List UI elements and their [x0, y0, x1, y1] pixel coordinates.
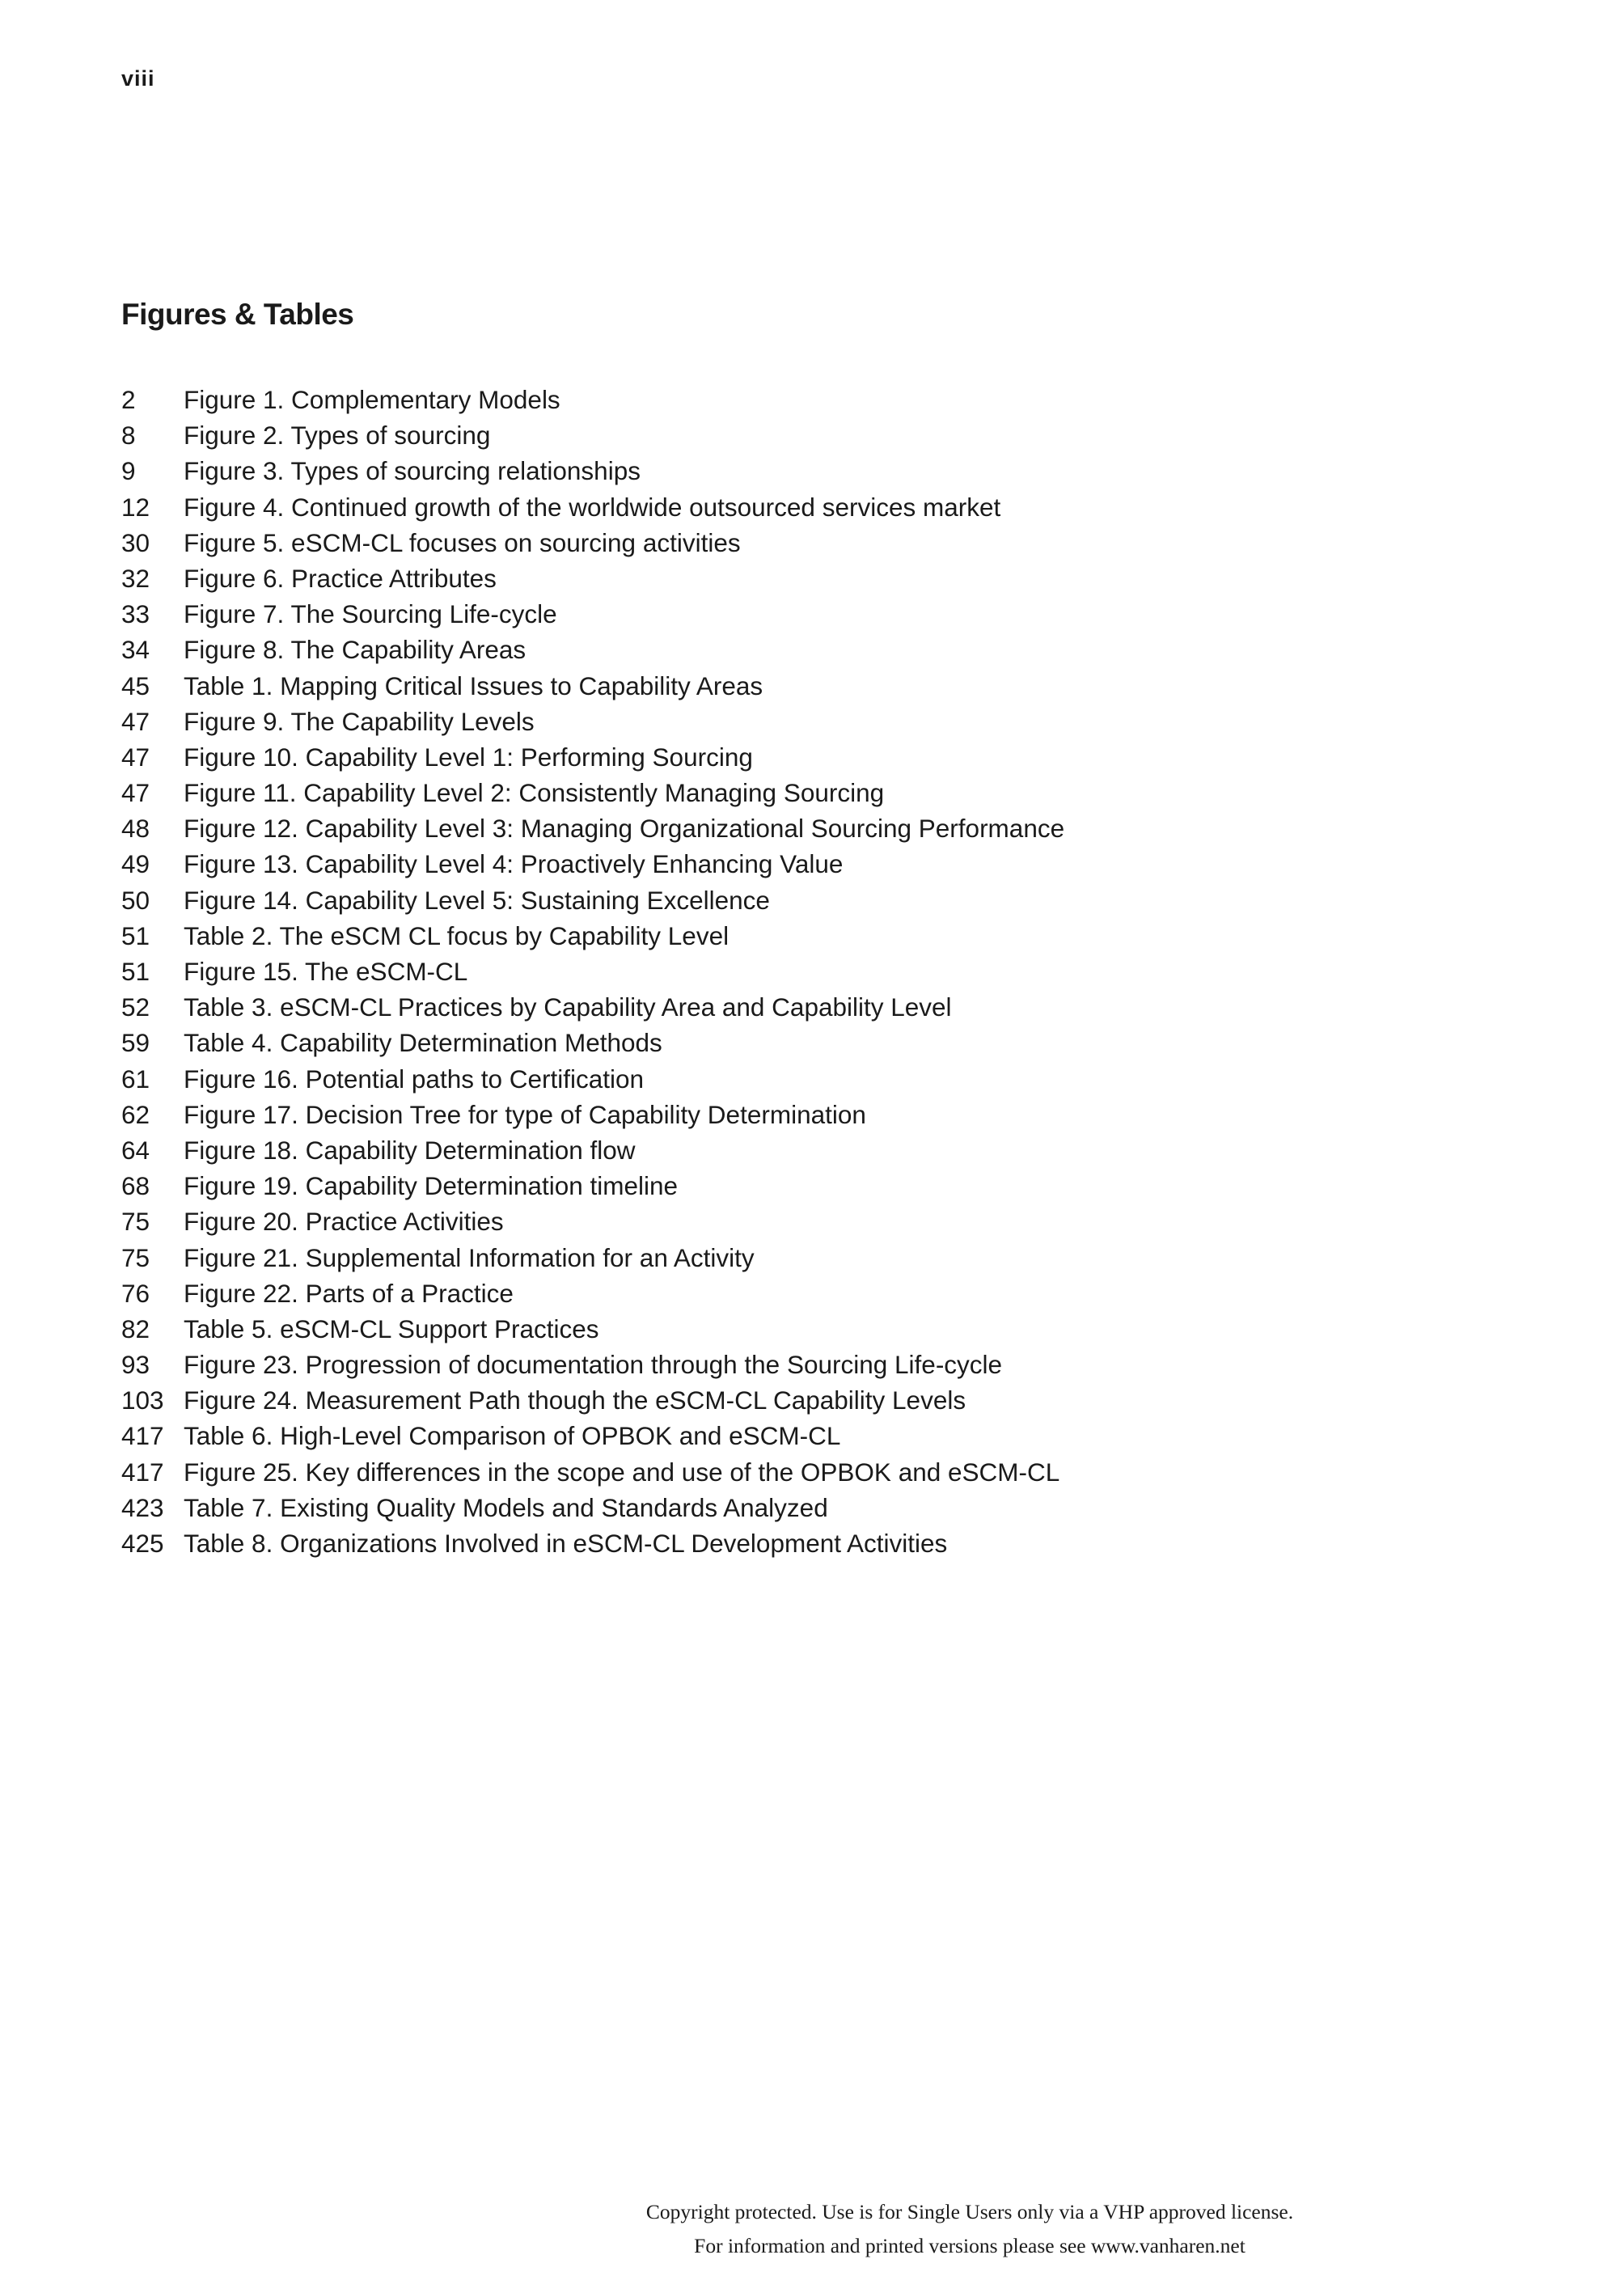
- toc-entry-page: 425: [121, 1529, 164, 1558]
- toc-entry-page: 75: [121, 1207, 150, 1237]
- toc-entry[interactable]: [121, 1240, 1496, 1276]
- footer-copyright: Copyright protected. Use is for Single Users only via a VHP approved license.: [645, 2200, 1294, 2223]
- toc-entry[interactable]: [121, 1418, 1496, 1453]
- toc-entry-label: Figure 19. Capability Determination timeline: [184, 1171, 679, 1201]
- toc-entry[interactable]: [121, 382, 1496, 417]
- toc-entry[interactable]: [121, 1276, 1496, 1311]
- toc-entry[interactable]: [121, 632, 1496, 667]
- toc-entry[interactable]: [121, 1382, 1496, 1418]
- toc-entry[interactable]: [121, 1490, 1496, 1525]
- toc-entry-page: 59: [121, 1028, 150, 1058]
- toc-entry-page: 68: [121, 1171, 150, 1201]
- toc-entry-label: Figure 6. Practice Attributes: [184, 563, 497, 593]
- toc-entry-page: 50: [121, 885, 150, 915]
- toc-entry[interactable]: [121, 1311, 1496, 1347]
- toc-entry-label: Figure 14. Capability Level 5: Sustaining Excellence: [184, 885, 770, 915]
- toc-entry[interactable]: [121, 489, 1496, 525]
- toc-entry-page: 12: [121, 492, 150, 522]
- toc-entry-label: Table 1. Mapping Critical Issues to Capability Areas: [184, 671, 763, 700]
- toc-entry[interactable]: [121, 882, 1496, 918]
- toc-entry-label: Figure 13. Capability Level 4: Proactively Enhancing Value: [184, 849, 844, 879]
- figures-tables-list: [121, 382, 1496, 1561]
- toc-entry-label: Figure 18. Capability Determination flow: [184, 1135, 636, 1165]
- toc-entry[interactable]: [121, 704, 1496, 739]
- toc-entry-page: 33: [121, 599, 150, 629]
- toc-entry-page: 8: [121, 421, 136, 451]
- toc-entry[interactable]: [121, 1168, 1496, 1204]
- toc-entry[interactable]: [121, 1204, 1496, 1239]
- toc-entry-label: Figure 7. The Sourcing Life-cycle: [184, 599, 557, 629]
- toc-entry-label: Figure 22. Parts of a Practice: [184, 1278, 514, 1308]
- toc-entry-label: Table 6. High-Level Comparison of OPBOK and eSCM-CL: [184, 1421, 841, 1451]
- toc-entry[interactable]: [121, 668, 1496, 704]
- toc-entry-page: 45: [121, 671, 150, 700]
- toc-entry-page: 103: [121, 1386, 164, 1415]
- toc-entry[interactable]: [121, 525, 1496, 561]
- page-number: viii: [121, 66, 155, 91]
- toc-entry-page: 51: [121, 920, 150, 950]
- toc-entry[interactable]: [121, 596, 1496, 632]
- toc-entry-page: 52: [121, 992, 150, 1022]
- toc-entry-label: Table 4. Capability Determination Methods: [184, 1028, 662, 1058]
- toc-entry-label: Figure 9. The Capability Levels: [184, 706, 535, 736]
- toc-entry[interactable]: [121, 918, 1496, 954]
- toc-entry[interactable]: [121, 1454, 1496, 1490]
- toc-entry-label: Figure 3. Types of sourcing relationships: [184, 456, 641, 486]
- toc-entry-label: Figure 11. Capability Level 2: Consistently Managing Sourcing: [184, 778, 885, 808]
- toc-entry-label: Figure 4. Continued growth of the worldwide outsourced services market: [184, 492, 1001, 522]
- toc-entry-page: 49: [121, 849, 150, 879]
- toc-entry-label: Figure 5. eSCM-CL focuses on sourcing activities: [184, 527, 741, 557]
- toc-entry-label: Table 8. Organizations Involved in eSCM-CL Development Activities: [184, 1529, 948, 1558]
- toc-entry-page: 64: [121, 1135, 150, 1165]
- toc-entry[interactable]: [121, 1132, 1496, 1168]
- toc-entry-label: Figure 20. Practice Activities: [184, 1207, 504, 1237]
- toc-entry-page: 93: [121, 1350, 150, 1380]
- toc-entry-page: 47: [121, 778, 150, 808]
- toc-entry-page: 47: [121, 742, 150, 772]
- toc-entry-page: 75: [121, 1242, 150, 1272]
- toc-entry-page: 62: [121, 1099, 150, 1129]
- toc-entry-label: Table 5. eSCM-CL Support Practices: [184, 1314, 599, 1343]
- toc-entry[interactable]: [121, 1347, 1496, 1382]
- toc-entry[interactable]: [121, 1097, 1496, 1132]
- section-title: Figures & Tables: [121, 298, 354, 331]
- toc-entry-page: 30: [121, 527, 150, 557]
- toc-entry[interactable]: [121, 417, 1496, 453]
- toc-entry[interactable]: [121, 561, 1496, 596]
- toc-entry-label: Figure 23. Progression of documentation through the Sourcing Life-cycle: [184, 1350, 1003, 1380]
- toc-entry[interactable]: [121, 1061, 1496, 1097]
- toc-entry[interactable]: [121, 1525, 1496, 1561]
- toc-entry-label: Figure 24. Measurement Path though the eSCM-CL Capability Levels: [184, 1386, 966, 1415]
- toc-entry-page: 417: [121, 1421, 164, 1451]
- toc-entry-label: Table 2. The eSCM CL focus by Capability Level: [184, 920, 730, 950]
- toc-entry-page: 423: [121, 1492, 164, 1522]
- toc-entry-label: Figure 10. Capability Level 1: Performing Sourcing: [184, 742, 753, 772]
- footer-info: For information and printed versions please see www.vanharen.net: [694, 2234, 1245, 2257]
- toc-entry-page: 2: [121, 385, 136, 414]
- toc-entry[interactable]: [121, 954, 1496, 989]
- toc-entry-page: 61: [121, 1064, 150, 1094]
- toc-entry[interactable]: [121, 810, 1496, 846]
- toc-entry-page: 417: [121, 1457, 164, 1487]
- toc-entry-label: Figure 15. The eSCM-CL: [184, 957, 468, 986]
- toc-entry-page: 76: [121, 1278, 150, 1308]
- toc-entry-page: 32: [121, 563, 150, 593]
- toc-entry[interactable]: [121, 775, 1496, 810]
- toc-entry-label: Table 7. Existing Quality Models and Standards Analyzed: [184, 1492, 828, 1522]
- toc-entry[interactable]: [121, 1025, 1496, 1060]
- toc-entry[interactable]: [121, 739, 1496, 775]
- toc-entry-label: Figure 16. Potential paths to Certification: [184, 1064, 645, 1094]
- toc-entry-page: 34: [121, 635, 150, 665]
- toc-entry-label: Figure 21. Supplemental Information for an Activity: [184, 1242, 755, 1272]
- toc-entry[interactable]: [121, 989, 1496, 1025]
- toc-entry-label: Figure 2. Types of sourcing: [184, 421, 491, 451]
- toc-entry-label: Figure 12. Capability Level 3: Managing Organizational Sourcing Performance: [184, 814, 1065, 844]
- toc-entry-label: Table 3. eSCM-CL Practices by Capability Area and Capability Level: [184, 992, 952, 1022]
- toc-entry-label: Figure 25. Key differences in the scope and use of the OPBOK and eSCM-CL: [184, 1457, 1060, 1487]
- toc-entry-page: 9: [121, 456, 136, 486]
- toc-entry[interactable]: [121, 846, 1496, 882]
- toc-entry-label: Figure 1. Complementary Models: [184, 385, 560, 414]
- toc-entry-page: 51: [121, 957, 150, 986]
- toc-entry-label: Figure 8. The Capability Areas: [184, 635, 527, 665]
- toc-entry[interactable]: [121, 453, 1496, 489]
- toc-entry-page: 82: [121, 1314, 150, 1343]
- toc-entry-page: 47: [121, 706, 150, 736]
- toc-entry-label: Figure 17. Decision Tree for type of Capability Determination: [184, 1099, 866, 1129]
- toc-entry-page: 48: [121, 814, 150, 844]
